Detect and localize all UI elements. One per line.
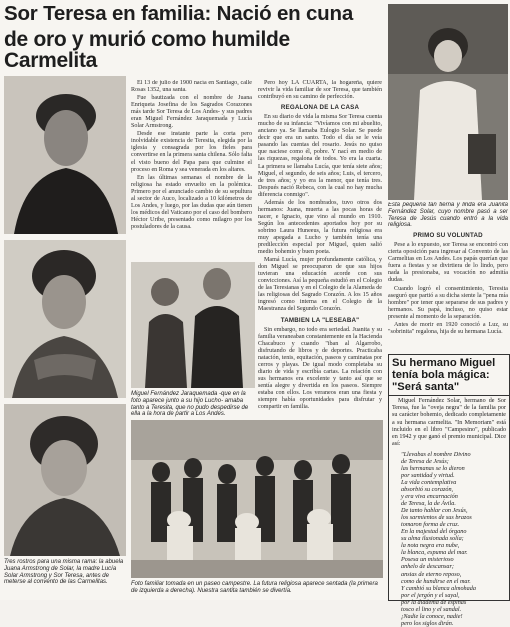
poem — [389, 451, 509, 627]
poem-line: de Teresa de Jesús; — [401, 457, 449, 465]
article-column-3 — [388, 202, 508, 350]
paragraph: Pese a lo expuesto, sor Teresa se encontró con cierta oposición para ingresar al Convento de las Carmelitas en Los Andes. Los papás querían que fuera a fiestas y se divirtiera de lo lindo, pero nada la presionaba, su vocación no admitía dudas. — [388, 242, 508, 284]
poem-line: la nota negra era nube, — [401, 542, 460, 550]
paragraph: Desde ese instante parte la corta pero inolvidable existencia de Teresita, elegida por la iglesia y consagrada por los fieles para convertirse en la primera santa chilena. Sólo falta el visto bueno del Papa para que culmine el proceso en Roma y sea venerada en los altares. — [131, 131, 252, 173]
paragraph: Cuando logró el consentimiento, Teresita aseguró que partió a su dicha siente la "pena mía hombre" por tener que separarse de sus padres y hermanos. Su papá, incluso, no quiso estar presente al momento de la separación. — [388, 285, 508, 320]
poem-line: como de hundirse en el mar. — [401, 577, 471, 585]
paragraph: En su diario de vida la misma Sor Teresa cuenta mucho de su infancia: "Vivíamos con mi abuelito, anciano ya. Se llamaba Eulogio Solar. Se puede decir que era un santo. Todo el día se le veía pasando las cuentas del rosario. Jesús no quiso que naciese como él, pobre. Y nací en medio de las riquezas, regalona de todos. Yo era la cuarta. La primera se llamaba Lucía, que tenía siete años; Miguel, el segundo, de seis años; Luis, el tercero, de tres años; y yo era la menor, que tenía tres. Después nació Rebeca, con la cual no hay mucha diferencia conmigo". — [258, 114, 382, 198]
paragraph: En las últimas semanas el nombre de la religiosa ha estado envuelto en la polémica. Primero por el anunciado cambio de su sepultura al sector de Auco, localizado a 10 kilómetros de Los Andes, y luego, por las dudas que aún tienen los médicos del Vaticano por el caso del bombero Héctor Uribe, presentado como milagro por los postuladores de la causa. — [131, 174, 252, 230]
photo-teresa-young-woman — [4, 404, 126, 556]
poem-line: Y cambió su blanca almohada — [401, 584, 476, 592]
paragraph: Además de los nombrados, tuvo otros dos hermanos: Juana, muerta a las pocas horas de nacer, e Ignacio, que vino al mundo en 1910. Según los antecedentes aportados hoy por su sobrino Laura Huneeus, la futura religiosa era muy apegada a Lucho y también tenía una predilección especial por Miguel, quien salió medio bohemio y buen poeta. — [258, 199, 382, 256]
paragraph: Antes de morir en 1920 conoció a Luz, su "sobrinita" regalona, hija de su hermana Lucía. — [388, 321, 508, 335]
poem-line: anhelo de descansar; — [401, 563, 454, 571]
headline-line-1: Sor Teresa en familia: Nació en cuna — [4, 2, 354, 25]
photo-father-and-son — [131, 262, 255, 388]
photo-grandmother — [4, 76, 126, 234]
poem-line: por santidad y virtud. — [401, 471, 455, 479]
subhead-leseaba: TAMBIEN LA "LESEABA" — [280, 316, 360, 324]
poem-line: De tanto hablar con Jesús, — [401, 507, 468, 515]
photo-family-outing — [131, 420, 383, 578]
poem-line: ¡Nadie la conoce, nadie! — [401, 612, 463, 620]
poem-line: ansias de eterno reposo, — [401, 570, 462, 578]
poem-line: su alma ilusionada solía; — [401, 535, 464, 543]
article-column-1 — [131, 80, 252, 258]
poem-line: Posesa un misterioso — [401, 556, 454, 564]
paragraph: Pero hoy LA CUARTA, la hogareña, quiere revivir la vida familiar de sor Teresa, que también contribuyó en su camino de perfección. — [258, 80, 382, 101]
poem-line: "Llevabas el nombre Divino — [401, 450, 471, 458]
paragraph: Miguel Fernández Solar, hermano de Sor Teresa, fue la "oveja negra" de la familia por su carácter bohemio, dedicado completamente a su hermana carmelita. "In Memoriam" está incluido en el libro "Campesino", publicado en 1942 y que ganó el premio municipal. Dice así: — [392, 398, 506, 447]
caption-family-outing: Foto familiar tomada en un paseo campestre. La futura religiosa aparece sentada (la primera de izquierda a derecha). Nuestra santita también se divertía. — [131, 581, 378, 594]
poem-line: La vida contemplativa — [401, 478, 457, 486]
poem-line: la blanca, espuma del mar. — [401, 549, 468, 557]
subhead-primo: PRIMO SU VOLUNTAD — [413, 232, 483, 240]
sidebar-body — [389, 396, 509, 450]
headline — [4, 4, 384, 72]
subhead-regalona: REGALONA DE LA CASA — [280, 104, 360, 112]
paragraph: El 13 de julio de 1900 nacía en Santiago, calle Rosas 1352, una santa. — [131, 80, 252, 94]
poem-line: En la majestad del órgano — [401, 528, 467, 536]
paragraph: Sin embargo, no todo era seriedad. Juanita y su familia veraneaban constantemente en la Hacienda Chacabuco y cuando "iban al Algarrobo, disfrutando de libros y de deportes. Practicaba natación, tenis, equitación, paseos y caminatas por cerros y playas. De igual modo completaba su diario de vida y escribía cartas. La relación con sus hermanos era excelente y tanto así que se sentía alegre y divertida en los paseos. Siempre estaba con ellos. Los veraneos eran una fiesta y siempre había oportunidades para disfrutar y compartir en familia. — [258, 326, 382, 411]
poem-line: por la diadema de espinas — [401, 598, 467, 606]
poem-line: y era viva encarnación — [401, 493, 458, 500]
poem-line: por el jergón y el sayal, — [401, 591, 460, 599]
photo-mother — [4, 240, 126, 398]
caption-little-girl: Esta pequeña tan tierna y linda era Juanita Fernández Solar, cuyo nombre pasó a ser Teresa de Jesús cuando entró a la vida religiosa. — [388, 202, 508, 229]
paragraph: Mamá Lucía, mujer profundamente católica, y don Miguel se preocuparon de que sus hijos tuvieran una educación acorde con sus convicciones. Así la pequeña estudió en el Colegio de las Teresianas y en el Colegio de la Alameda de las religiosas del Sagrado Corazón. A los 15 años ingresó como interna en el Colegio de la Maestranza del Segundo Corazón. — [258, 257, 382, 313]
photo-little-girl — [388, 4, 508, 200]
sidebar-title: Su hermano Miguel tenía bola mágica: "Será santa" — [389, 355, 509, 396]
poem-line: de Teresa, la de Ávila. — [401, 500, 456, 508]
article-column-2 — [258, 80, 382, 460]
caption-three-women: Tres rostros para una misma rama: la abuela Juana Armstrong de Solar, la madre Lucía Solar Armstrong y Sor Teresa, antes de meterse al convento de las Carmelitas. — [4, 559, 124, 586]
poem-line: absorbió su corazón, — [401, 485, 454, 493]
poem-line: pero los siglos dirán. — [401, 619, 454, 627]
poem-line: tosco el lino y el sandal. — [401, 605, 462, 613]
poem-line: los sarmientos de sus brazos — [401, 514, 472, 522]
headline-line-2: de oro y murió como humilde Carmelita — [4, 27, 290, 73]
poem-line: las hermanas se lo dieron — [401, 464, 465, 472]
caption-miguel: Miguel Fernández Jaraquemada -que en la foto aparece junto a su hijo Lucho- amaba tanto a Teresita, que no pudo despedirse de ella a la hora de partir a Los Andes. — [131, 391, 249, 418]
sidebar-box — [388, 354, 510, 627]
paragraph: Fue bautizada con el nombre de Juana Enriqueta Josefina de los Sagrados Corazones más tarde Sor Teresa de Los Andes- y sus padres eran Miguel Fernández Jaraquemada y Lucía Solar Armstrong. — [131, 95, 252, 130]
poem-line: tomaron forma de cruz. — [401, 521, 460, 529]
